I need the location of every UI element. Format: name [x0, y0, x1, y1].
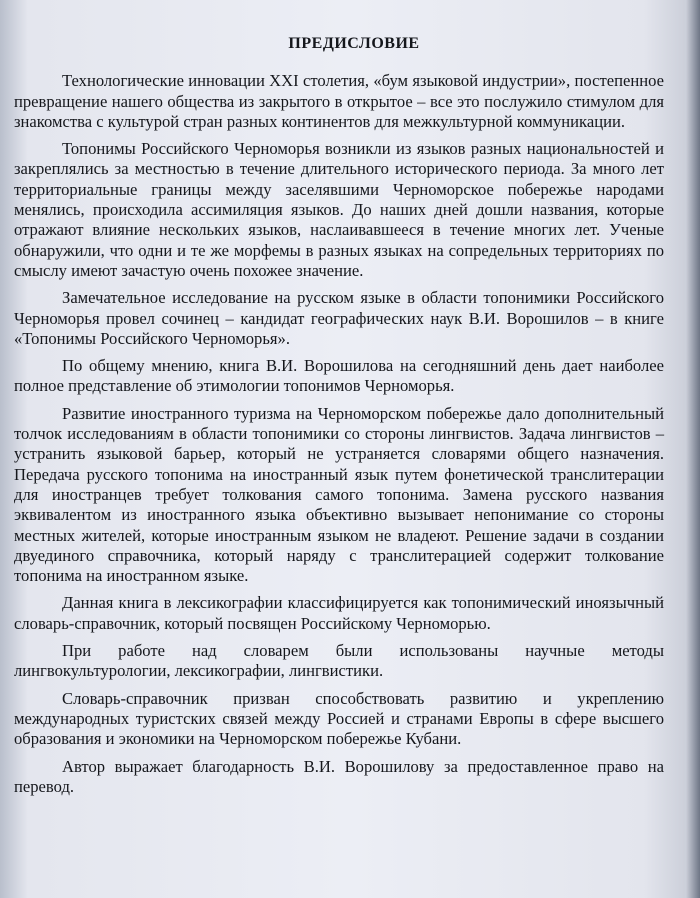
document-content	[14, 34, 664, 804]
paragraph-8: Словарь-справочник призван способствовать развитию и укреплению международных туристских связей между Россией и странами Европы в сфере высшего образования и экономики на Черноморском побережье Кубани.	[14, 688, 664, 749]
paragraph-5: Развитие иностранного туризма на Черноморском побережье дало дополнительный толчок исследованиям в области топонимики со стороны лингвистов. Задача лингвистов – устранить языковой барьер, который не устраняется словарями общего назначения. Передача русского топонима на иностранный язык путем фонетической транслитерации для иностранцев требует толкования самого топонима. Замена русского названия эквивалентом из иностранного языка объективно вызывает непонимание со стороны местных жителей, которые иностранным языком не владеют. Решение задачи в создании двуединого справочника, который наряду с транслитерацией содержит толкование топонима на иностранном языке.	[14, 403, 664, 586]
paragraph-1: Технологические инновации XXI столетия, «бум языковой индустрии», постепенное превращение нашего общества из закрытого в открытое – все это послужило стимулом для знакомства с культурой стран разных континентов для межкультурной коммуникации.	[14, 71, 664, 131]
paragraph-6: Данная книга в лексикографии классифицируется как топонимический иноязычный словарь-справочник, который посвящен Российскому Черноморью.	[14, 593, 664, 633]
paragraph-7: При работе над словарем были использованы научные методы лингвокультурологии, лексикографии, лингвистики.	[14, 641, 664, 681]
paragraph-3: Замечательное исследование на русском языке в области топонимики Российского Черноморья провел сочинец – кандидат географических наук В.И. Ворошилов – в книге «Топонимы Российского Черноморья».	[14, 288, 664, 348]
paragraph-9: Автор выражает благодарность В.И. Ворошилову за предоставленное право на перевод.	[14, 756, 664, 796]
paragraph-4: По общему мнению, книга В.И. Ворошилова на сегодняшний день дает наиболее полное представление об этимологии топонимов Черноморья.	[14, 356, 664, 396]
paragraph-2: Топонимы Российского Черноморья возникли из языков разных национальностей и закреплялись за местностью в течение длительного исторического периода. За много лет территориальные границы между заселявшими Черноморское побережье народами менялись, происходила ассимиляция языков. До наших дней дошли названия, которые отражают влияние нескольких языков, наслаивавшееся в течение многих лет. Ученые обнаружили, что одни и те же морфемы в разных языках на сопредельных территориях по смыслу имеют зачастую очень похожее значение.	[14, 139, 664, 280]
page-title: ПРЕДИСЛОВИЕ	[288, 35, 420, 52]
